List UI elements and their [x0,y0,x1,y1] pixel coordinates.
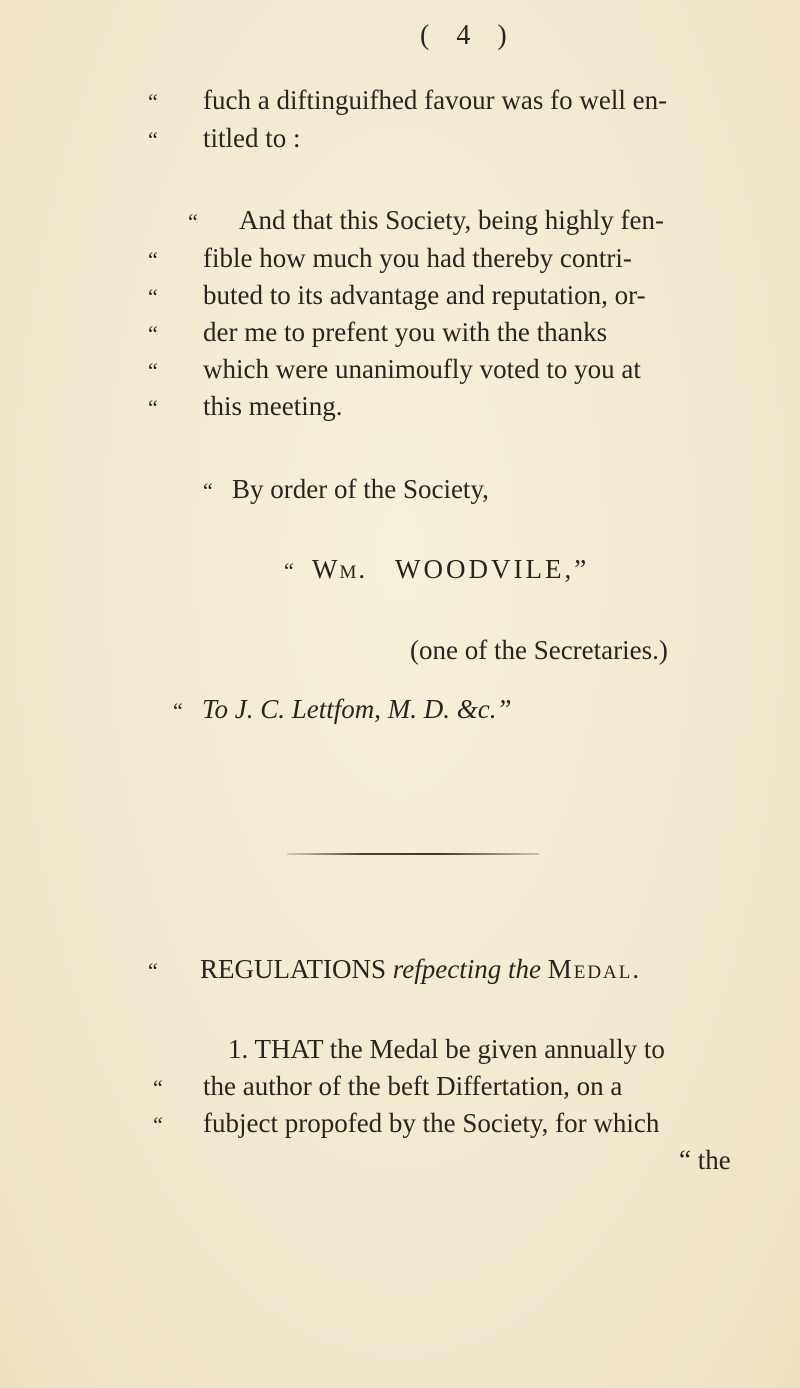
regulation-line-1: 1. THAT the Medal be given annually to [228,1034,665,1064]
quote-mark: “ [173,698,183,723]
quote-mark: “ [148,321,158,346]
addressee: To J. C. Lettfom, M. D. &c.” [202,694,512,724]
letter-line-5: buted to its advantage and reputation, or- [203,280,646,310]
quote-mark: “ [284,558,294,583]
quote-mark: “ [153,1075,163,1100]
letter-line-1: fuch a diftinguifhed favour was fo well en- [203,85,668,115]
letter-line-2: titled to : [203,123,301,153]
quote-mark: “ [148,247,158,272]
letter-line-8: this meeting. [203,391,343,421]
letter-closing: By order of the Society, [232,474,489,504]
section-divider [287,853,539,855]
quote-mark: “ [153,1112,163,1137]
letter-line-3: And that this Society, being highly fen- [239,205,664,235]
heading-italic: refpecting the [392,954,541,984]
signature-prefix: Wm. [312,554,368,584]
quote-mark: “ [148,358,158,383]
catchword: “ the [679,1145,731,1175]
signature-role: (one of the Secretaries.) [410,635,668,665]
quote-mark: “ [148,127,158,152]
quote-mark: “ [188,209,198,234]
heading-small: Medal. [547,954,642,984]
signature-name: WOODVILE,” [395,554,590,584]
letter-line-7: which were unanimoufly voted to you at [203,354,641,384]
regulation-line-3: fubject propofed by the Society, for which [203,1108,660,1138]
quote-mark: “ [203,478,213,503]
quote-mark: “ [148,395,158,420]
quote-mark: “ [148,89,158,114]
letter-line-6: der me to prefent you with the thanks [203,317,608,347]
regulations-heading [200,951,641,987]
page-number: ( 4 ) [420,20,517,51]
letter-line-4: fible how much you had thereby contri- [203,243,632,273]
quote-mark: “ [148,958,158,983]
quote-mark: “ [148,284,158,309]
heading-caps: REGULATIONS [200,954,386,984]
regulation-line-2: the author of the beft Differtation, on a [203,1071,623,1101]
